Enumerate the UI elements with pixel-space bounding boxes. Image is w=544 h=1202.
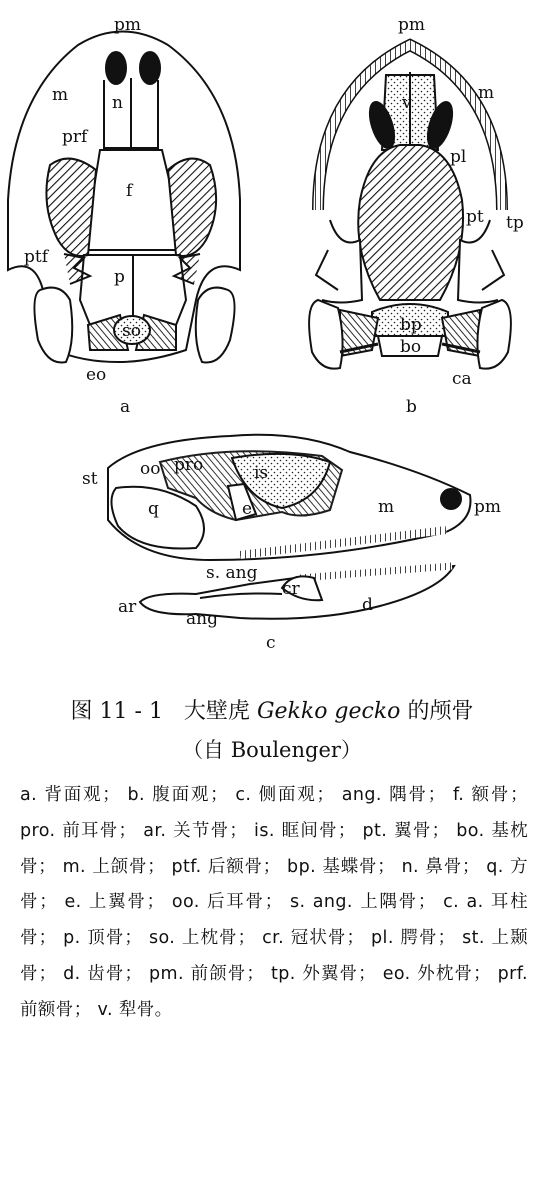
label-c-is: is (254, 463, 269, 483)
label-c-oo: oo (140, 459, 161, 479)
label-c-e: e (242, 499, 253, 519)
label-a-p: p (114, 267, 125, 287)
label-b-m: m (478, 83, 495, 103)
label-c-d: d (362, 595, 373, 615)
figure-caption (0, 694, 544, 725)
nostril-right (140, 52, 160, 84)
label-a-pm: pm (114, 15, 142, 35)
label-c-ang: ang (186, 609, 218, 629)
label-c-pro: pro (174, 455, 204, 475)
caption-suffix: 的颅骨 (407, 699, 474, 724)
label-b-pm: pm (398, 15, 426, 35)
label-a-f: f (126, 181, 133, 201)
label-a-prf: prf (62, 127, 88, 147)
quadrate-right-b (477, 300, 510, 369)
caption-prefix: 大壁虎 (183, 699, 250, 724)
panel-label-c: c (266, 633, 276, 653)
panel-label-b: b (406, 397, 417, 417)
label-c-s-ang: s. ang (206, 563, 258, 583)
label-b-bp: bp (400, 315, 422, 335)
label-c-ar: ar (118, 597, 137, 617)
label-c-q: q (148, 499, 159, 519)
label-a-ptf: ptf (24, 247, 49, 267)
premaxilla-c (441, 489, 461, 509)
label-b-pt: pt (466, 207, 484, 227)
pterygoid-body (358, 145, 463, 300)
label-b-ca: ca (452, 369, 472, 389)
label-a-so: so (122, 321, 141, 341)
label-b-pl: pl (450, 147, 467, 167)
label-c-m: m (378, 497, 395, 517)
label-c-st: st (82, 469, 98, 489)
panel-label-a: a (120, 397, 131, 417)
quadrate-left-b (309, 300, 342, 369)
quadrate-right-a (196, 288, 235, 363)
species-name: Gekko gecko (256, 699, 401, 724)
figure-legend: a. 背面观； b. 腹面观； c. 侧面观； ang. 隅骨； f. 额骨； pro. 前耳骨； ar. 关节骨； is. 眶间骨； pt. 翼骨； bo. 基枕骨； m. 上颌骨； ptf. 后额骨； bp. 基蝶骨； n. 鼻骨； q. 方骨； e. 上翼骨； oo. 后耳骨； s. ang. 上隅骨； c. a. 耳柱骨； p. 顶骨； so. 上枕骨； cr. 冠状骨； pl. 腭骨； st. 上颞骨； d. 齿骨； pm. 前颌骨； tp. 外翼骨； eo. 外枕骨； prf. 前额骨； v. 犁骨。 (20, 785, 528, 1020)
label-c-pm: pm (474, 497, 502, 517)
label-b-bo: bo (400, 337, 422, 357)
figure-number: 图 11 - 1 (70, 699, 163, 724)
nostril-left (106, 52, 126, 84)
label-c-cr: cr (282, 579, 300, 599)
label-a-m: m (52, 85, 69, 105)
label-b-v: v (402, 93, 412, 113)
label-a-eo: eo (86, 365, 107, 385)
label-b-tp: tp (506, 213, 524, 233)
label-a-n: n (112, 93, 123, 113)
quadrate-left-a (34, 288, 72, 363)
view-a-dorsal (8, 32, 240, 363)
caption-source: （自 Boulenger） (182, 738, 362, 762)
